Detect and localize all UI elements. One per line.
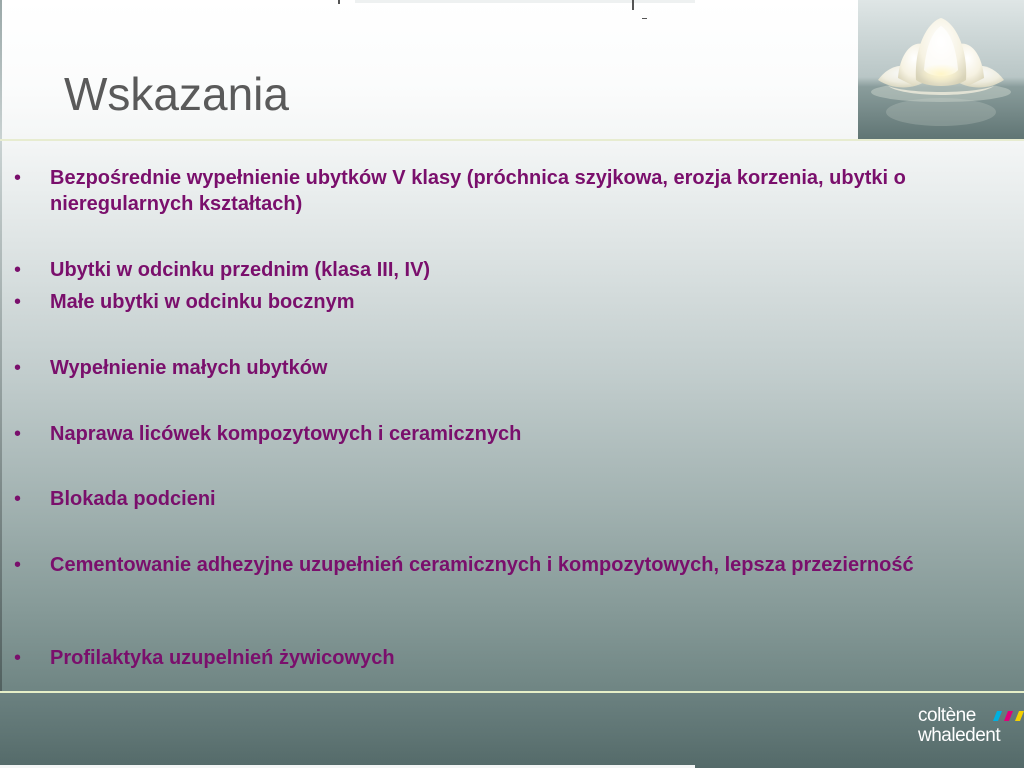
- lotus-illustration: [858, 0, 1024, 140]
- slide-body: [0, 141, 1024, 692]
- top-band: [355, 0, 695, 3]
- slide-title: Wskazania: [64, 68, 289, 120]
- logo-stripe: [1004, 711, 1013, 721]
- lotus-flower-image: [858, 0, 1024, 140]
- bullet-text: Wypełnienie małych ubytków: [50, 357, 328, 379]
- bullet-marker: •: [14, 488, 22, 510]
- bullet-text: Naprawa licówek kompozytowych i ceramicznych: [50, 423, 522, 445]
- header-left-edge: [0, 0, 2, 140]
- logo-line-1: coltène: [918, 705, 976, 726]
- company-logo: [918, 706, 1024, 750]
- bullet-marker: •: [14, 357, 22, 379]
- body-left-edge: [0, 141, 2, 692]
- top-tick-mark: [338, 0, 340, 4]
- logo-stripes-icon: [990, 711, 1024, 721]
- logo-line-2: whaledent: [918, 725, 1001, 746]
- bullet-text: Bezpośrednie wypełnienie ubytków V klasy (próchnica szyjkowa, erozja korzenia, ubytki o nieregularnych kształtach): [50, 167, 906, 215]
- bullet-marker: •: [14, 291, 22, 313]
- bullet-text: Cementowanie adhezyjne uzupełnień ceramicznych i kompozytowych, lepsza przezierność: [50, 554, 914, 576]
- bullet-marker: •: [14, 259, 22, 281]
- bullet-marker: •: [14, 167, 22, 189]
- bullet-text: Profilaktyka uzupelnień żywicowych: [50, 647, 395, 669]
- top-tick-mark: [642, 18, 647, 19]
- bullet-text: Małe ubytki w odcinku bocznym: [50, 291, 355, 313]
- logo-stripe: [993, 711, 1002, 721]
- bullet-text: Blokada podcieni: [50, 488, 216, 510]
- bullet-marker: •: [14, 423, 22, 445]
- slide-footer: [0, 693, 1024, 768]
- bullet-marker: •: [14, 554, 22, 576]
- bullet-text: Ubytki w odcinku przednim (klasa III, IV): [50, 259, 431, 281]
- bullet-marker: •: [14, 647, 22, 669]
- logo-stripe: [1015, 711, 1024, 721]
- top-tick-mark: [632, 0, 634, 10]
